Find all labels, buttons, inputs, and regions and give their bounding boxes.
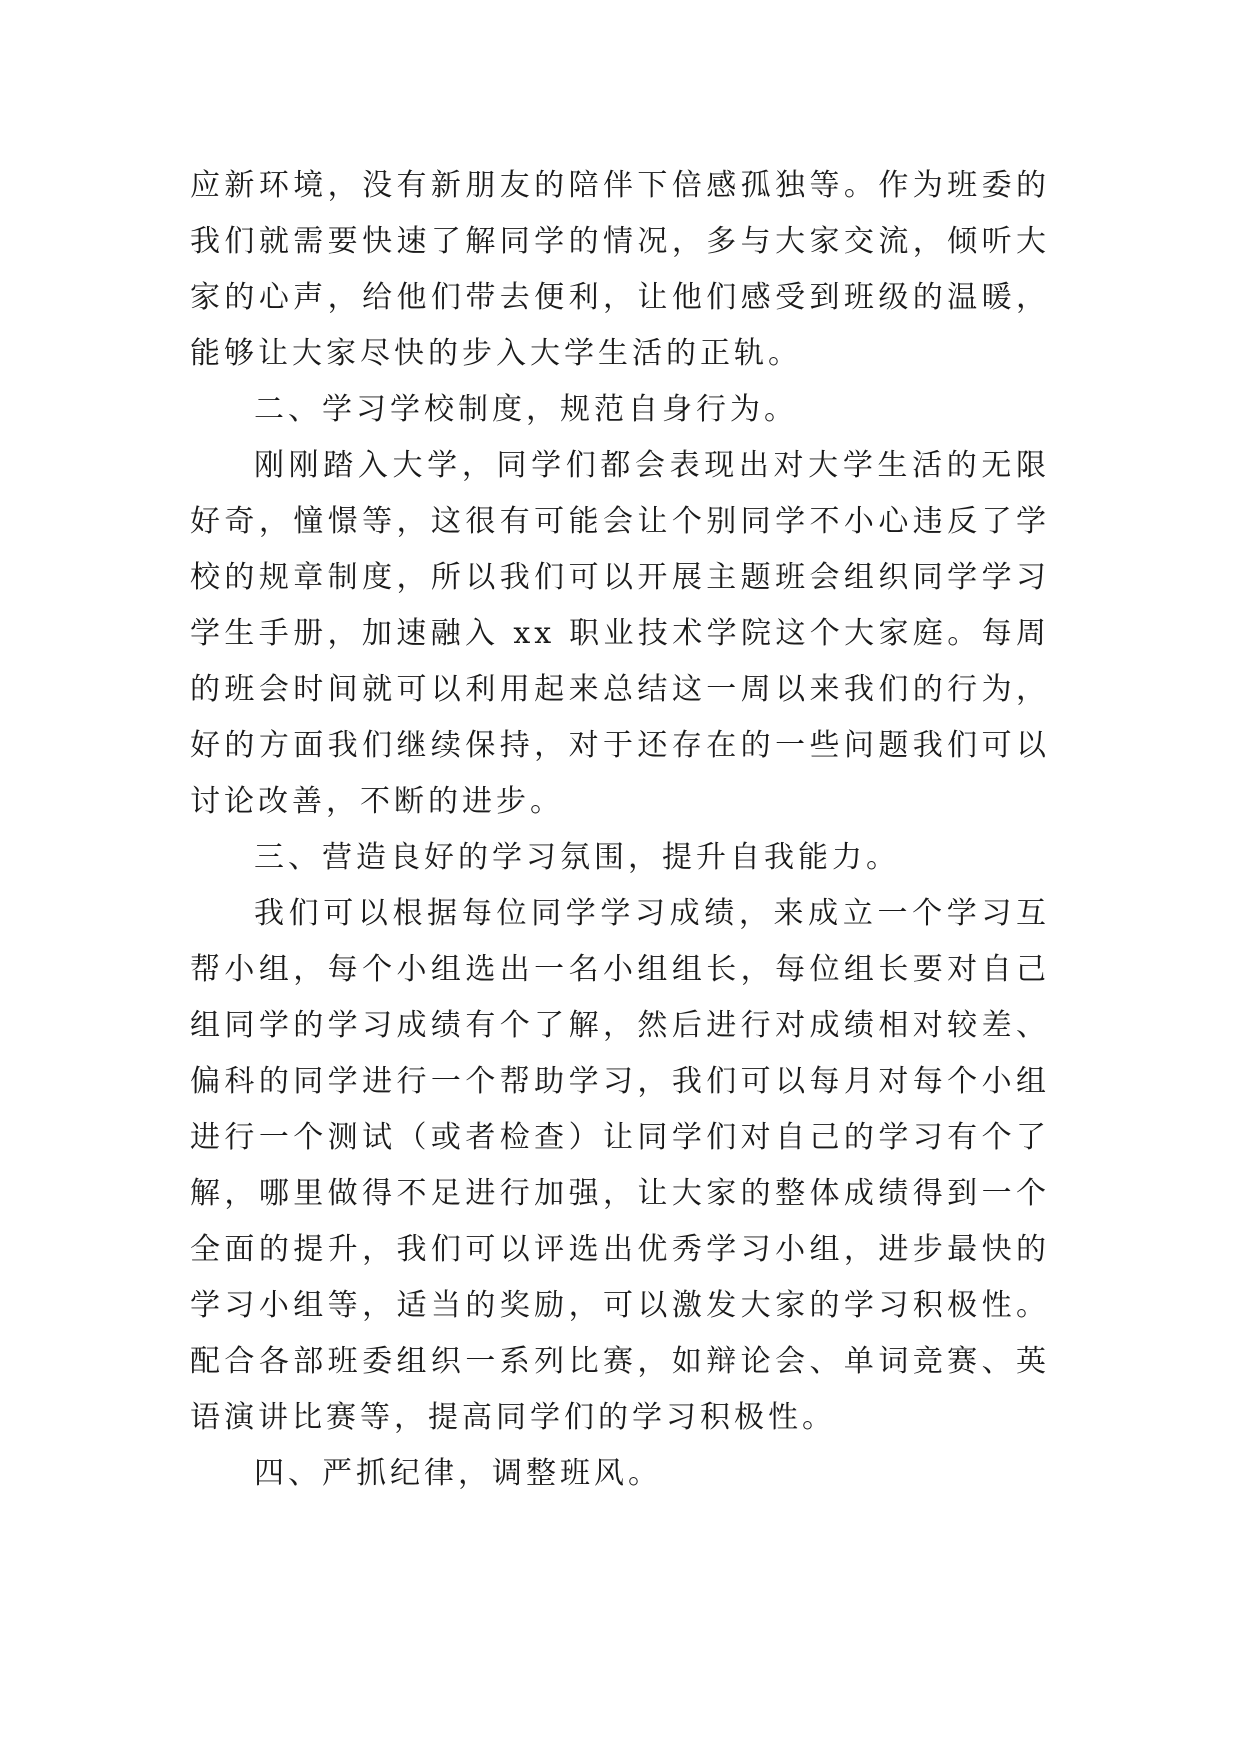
section-heading-3: 三、营造良好的学习氛围，提升自我能力。: [254, 840, 900, 875]
section-heading-4: 四、严抓纪律，调整班风。: [254, 1456, 662, 1491]
section-heading-2: 二、学习学校制度，规范自身行为。: [254, 392, 798, 427]
document-body: [190, 158, 1050, 1502]
paragraph-school-rules: 刚刚踏入大学，同学们都会表现出对大学生活的无限好奇，憧憬等，这很有可能会让个别同学不小心违反了学校的规章制度，所以我们可以开展主题班会组织同学学习学生手册，加速融入 xx 职业技术学院这个大家庭。每周的班会时间就可以利用起来总结这一周以来我们的行为，好的方面我们继续保持，对于还存在的一些问题我们可以讨论改善，不断的进步。: [190, 448, 1050, 819]
paragraph-study-groups: 我们可以根据每位同学学习成绩，来成立一个学习互帮小组，每个小组选出一名小组组长，每位组长要对自己组同学的学习成绩有个了解，然后进行对成绩相对较差、偏科的同学进行一个帮助学习，我们可以每月对每个小组进行一个测试（或者检查）让同学们对自己的学习有个了解，哪里做得不足进行加强，让大家的整体成绩得到一个全面的提升，我们可以评选出优秀学习小组，进步最快的学习小组等，适当的奖励，可以激发大家的学习积极性。配合各部班委组织一系列比赛，如辩论会、单词竞赛、英语演讲比赛等，提高同学们的学习积极性。: [190, 896, 1050, 1435]
paragraph-continuation: 应新环境，没有新朋友的陪伴下倍感孤独等。作为班委的我们就需要快速了解同学的情况，多与大家交流，倾听大家的心声，给他们带去便利，让他们感受到班级的温暖，能够让大家尽快的步入大学生活的正轨。: [190, 168, 1050, 371]
